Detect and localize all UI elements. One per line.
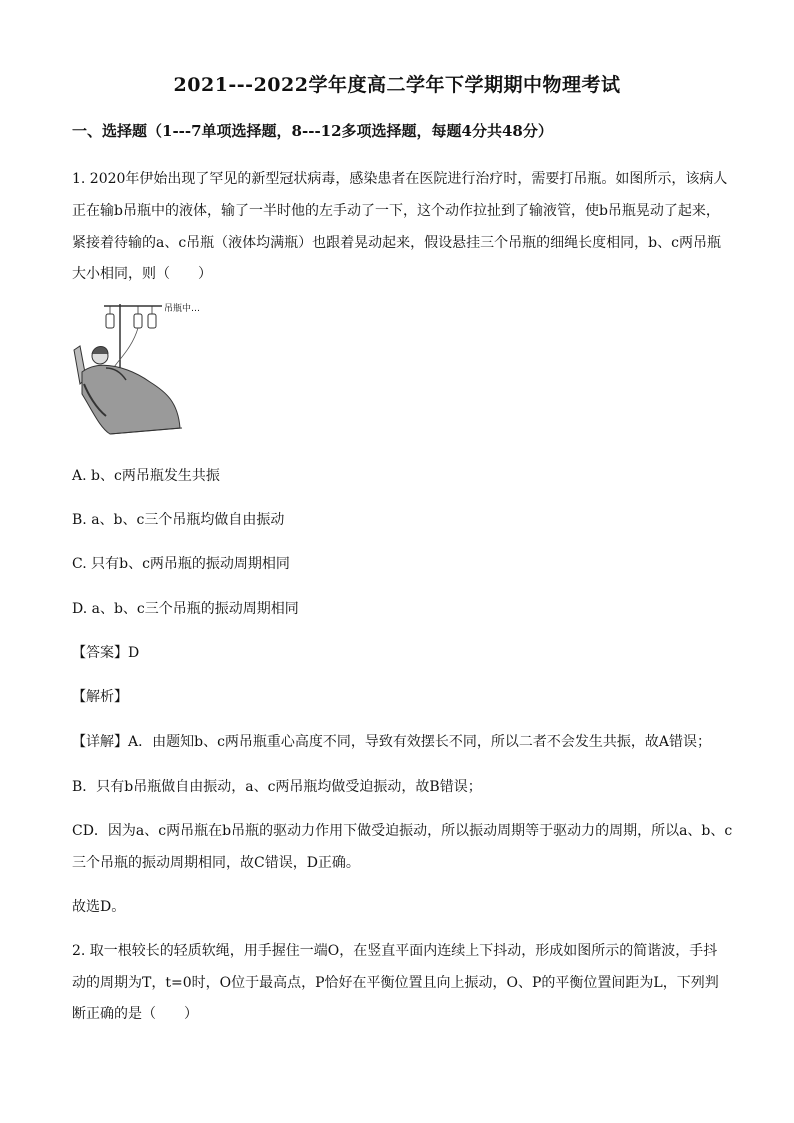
detail-line-1: 【详解】A．由题知b、c两吊瓶重心高度不同，导致有效摆长不同，所以二者不会发生共振，故A错误； <box>72 734 712 750</box>
detail-line-5: 故选D。 <box>72 899 126 915</box>
patient-iv-figure <box>70 298 201 442</box>
q1-stem-line-4: 大小相同，则（ ） <box>72 266 212 282</box>
page-title: 2021---2022学年度高二学年下学期期中物理考试 <box>173 74 621 96</box>
figure-caption: 吊瓶中… <box>164 304 201 314</box>
q1-option-c: C. 只有b、c两吊瓶的振动周期相同 <box>72 556 290 572</box>
answer-value: D <box>128 645 140 661</box>
q1-option-d: D. a、b、c三个吊瓶的振动周期相同 <box>72 601 299 617</box>
q1-option-a: A. b、c两吊瓶发生共振 <box>72 468 220 484</box>
detail-line-3: CD．因为a、c两吊瓶在b吊瓶的驱动力作用下做受迫振动，所以振动周期等于驱动力的周期，所以a、b、c <box>72 823 733 839</box>
patient-illustration-icon <box>70 298 188 442</box>
detail-line-2: B．只有b吊瓶做自由振动，a、c两吊瓶均做受迫振动，故B错误； <box>72 779 482 795</box>
detail-line-4: 三个吊瓶的振动周期相同，故C错误，D正确。 <box>72 855 360 871</box>
answer-label: 【答案】 <box>72 645 128 661</box>
q2-stem-line-2: 动的周期为T，t=0时，O位于最高点，P恰好在平衡位置且向上振动，O、P的平衡位置间距为L，下列判 <box>72 975 719 991</box>
analysis-label: 【解析】 <box>72 689 128 705</box>
q2-stem-line-1: 2. 取一根较长的轻质软绳，用手握住一端O，在竖直平面内连续上下抖动，形成如图所示的简谐波，手抖 <box>72 943 718 959</box>
q1-option-b: B. a、b、c三个吊瓶均做自由振动 <box>72 512 285 528</box>
q1-stem-line-3: 紧接着待输的a、c吊瓶（液体均满瓶）也跟着晃动起来，假设悬挂三个吊瓶的细绳长度相同，b、c两吊瓶 <box>72 235 721 251</box>
q1-stem-line-2: 正在输b吊瓶中的液体，输了一半时他的左手动了一下，这个动作拉扯到了输液管，使b吊瓶晃动了起来， <box>72 203 720 219</box>
q1-stem-line-1: 1. 2020年伊始出现了罕见的新型冠状病毒，感染患者在医院进行治疗时，需要打吊瓶。如图所示，该病人 <box>72 171 728 187</box>
section-heading: 一、选择题（1---7单项选择题，8---12多项选择题，每题4分共48分） <box>72 122 553 140</box>
q1-answer <box>72 642 139 662</box>
q2-stem-line-3: 断正确的是（ ） <box>72 1006 198 1022</box>
